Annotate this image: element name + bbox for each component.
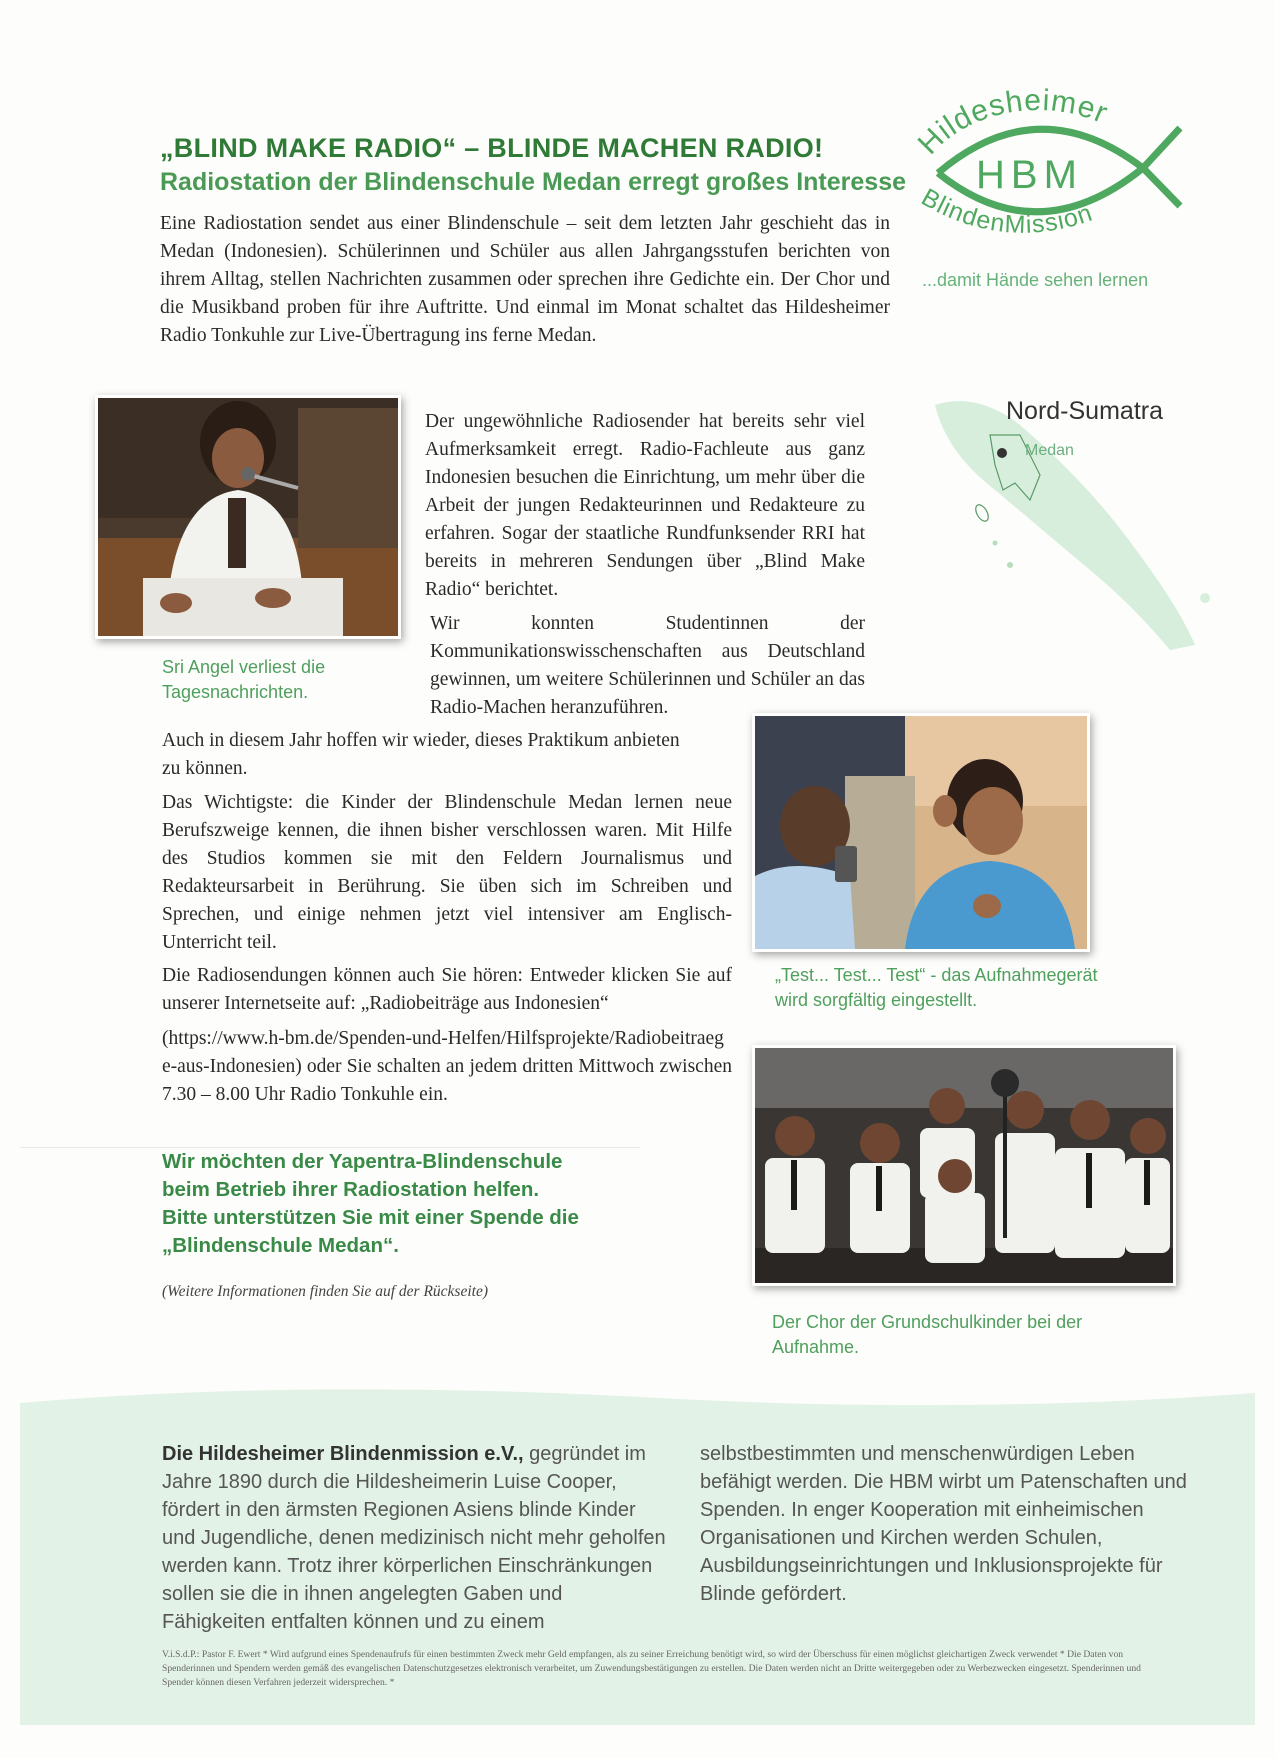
appeal-line-4: „Blindenschule Medan“. xyxy=(162,1234,399,1257)
logo-arc-top: Hildesheimer xyxy=(911,83,1113,161)
footer-org-description xyxy=(162,1440,667,1636)
medan-marker xyxy=(997,448,1007,458)
logo-arc-bottom: BlindenMission xyxy=(916,183,1097,240)
back-page-note: (Weitere Informationen finden Sie auf der Rückseite) xyxy=(162,1283,488,1300)
caption-photo3: Der Chor der Grundschulkinder bei der Aufnahme. xyxy=(772,1312,1083,1357)
footer-org-description-cont: selbstbestimmten und menschenwürdigen Leben befähigt werden. Die HBM wirbt um Patenschaften und Spenden. In enger Kooperation mit einheimischen Organisationen und Kirchen werden Schulen, Ausbildungseinrichtungen und Inklusionsprojekte für Blinde gefördert. xyxy=(700,1443,1187,1605)
paragraph-1: Der ungewöhnliche Radiosender hat bereits sehr viel Aufmerksamkeit erregt. Radio-Fachleute aus ganz Indonesien besuchen die Einrichtung, um mehr über die Arbeit der jungen Redakteurinnen und Redakteure zu erfahren. Sogar der staatliche Rundfunksender RRI hat bereits in mehreren Sendungen über „Blind Make Radio“ berichtet. xyxy=(425,411,865,600)
donation-appeal xyxy=(162,1148,612,1260)
photo-choir xyxy=(752,1045,1176,1286)
appeal-line-1: Wir möchten der Yapentra-Blindenschule xyxy=(162,1150,563,1173)
appeal-line-3: Bitte unterstützen Sie mit einer Spende die xyxy=(162,1206,579,1229)
paragraph-3: Auch in diesem Jahr hoffen wir wieder, dieses Praktikum anbieten zu können. xyxy=(162,730,680,779)
logo-tagline: ...damit Hände sehen lernen xyxy=(922,270,1149,290)
caption-photo2: „Test... Test... Test“ - das Aufnahmegerät wird sorgfältig eingestellt. xyxy=(775,965,1098,1010)
photo-girl-microphone xyxy=(95,395,401,639)
paragraph-6: (https://www.h-bm.de/Spenden-und-Helfen/Hilfsprojekte/Radiobeitraege-aus-Indonesien) oder Sie schalten an jedem dritten Mittwoch zwischen 7.30 – 8.00 Uhr Radio Tonkuhle ein. xyxy=(162,1028,732,1105)
paragraph-5: Die Radiosendungen können auch Sie hören: Entweder klicken Sie auf unserer Internetseite auf: „Radiobeiträge aus Indonesien“ xyxy=(162,965,732,1014)
legal-notice: V.i.S.d.P.: Pastor F. Ewert * Wird aufgrund eines Spendenaufrufs für einen bestimmten Zweck mehr Geld empfangen, als zu seiner Erreichung benötigt wird, so wird der Überschuss für einen möglichst gleichartigen Zweck verwendet * Die Daten von Spenderinnen und Spendern werden gemäß des evangelischen Datenschutzgesetzes elektronisch verarbeitet, um Zuwendungsbestätigungen zu erstellen. Die Daten werden nicht an Dritte weitergegeben oder zu Werbezwecken eingesetzt. Spenderinnen und Spender können diesen Verfahren jederzeit widersprechen. * xyxy=(162,1649,1141,1688)
photo-recording-device xyxy=(752,713,1090,952)
article-title: „BLIND MAKE RADIO“ – BLINDE MACHEN RADIO! xyxy=(160,133,824,163)
map-title: Nord-Sumatra xyxy=(1006,397,1163,425)
hbm-logo xyxy=(898,78,1188,258)
map-city-label: Medan xyxy=(1025,442,1074,459)
sumatra-map xyxy=(925,395,1215,655)
svg-text:Hildesheimer xyxy=(912,84,1113,161)
paragraph-2: Wir konnten Studentinnen der Kommunikationswisschenschaften aus Deutschland gewinnen, um weitere Schülerinnen und Schüler an das Radio-Machen heranzuführen. xyxy=(430,613,865,718)
appeal-line-2: beim Betrieb ihrer Radiostation helfen. xyxy=(162,1178,540,1201)
logo-abbrev: HBM xyxy=(976,153,1083,197)
article-subtitle: Radiostation der Blindenschule Medan erregt großes Interesse xyxy=(160,168,907,196)
caption-photo1: Sri Angel verliest die Tagesnachrichten. xyxy=(162,657,326,702)
org-text-left: gegründet im Jahre 1890 durch die Hildesheimerin Luise Cooper, fördert in den ärmsten Regionen Asiens blinde Kinder und Jugendliche, denen medizinisch nicht mehr geholfen werden kann. Trotz ihrer körperlichen Einschränkungen sollen sie die in ihnen angelegten Gaben und Fähigkeiten entfalten können und zu einem xyxy=(162,1443,666,1633)
paragraph-4: Das Wichtigste: die Kinder der Blindenschule Medan lernen neue Berufszweige kennen, die ihnen bisher verschlossen waren. Mit Hilfe des Studios kommen sie mit den Feldern Journalismus und Redakteursarbeit in Berührung. Sie üben sich im Schreiben und Sprechen, und einige nehmen jetzt viel intensiver am Englisch-Unterricht teil. xyxy=(162,792,732,953)
intro-paragraph: Eine Radiostation sendet aus einer Blindenschule – seit dem letzten Jahr geschieht das in Medan (Indonesien). Schülerinnen und Schüler aus allen Jahrgangsstufen berichten von ihrem Alltag, stellen Nachrichten zusammen oder sprechen ihre Gedichte ein. Der Chor und die Musikband proben für ihre Auftritte. Und einmal im Monat schaltet das Hildesheimer Radio Tonkuhle zur Live-Übertragung ins ferne Medan. xyxy=(160,213,890,346)
org-name: Die Hildesheimer Blindenmission e.V., xyxy=(162,1443,524,1465)
